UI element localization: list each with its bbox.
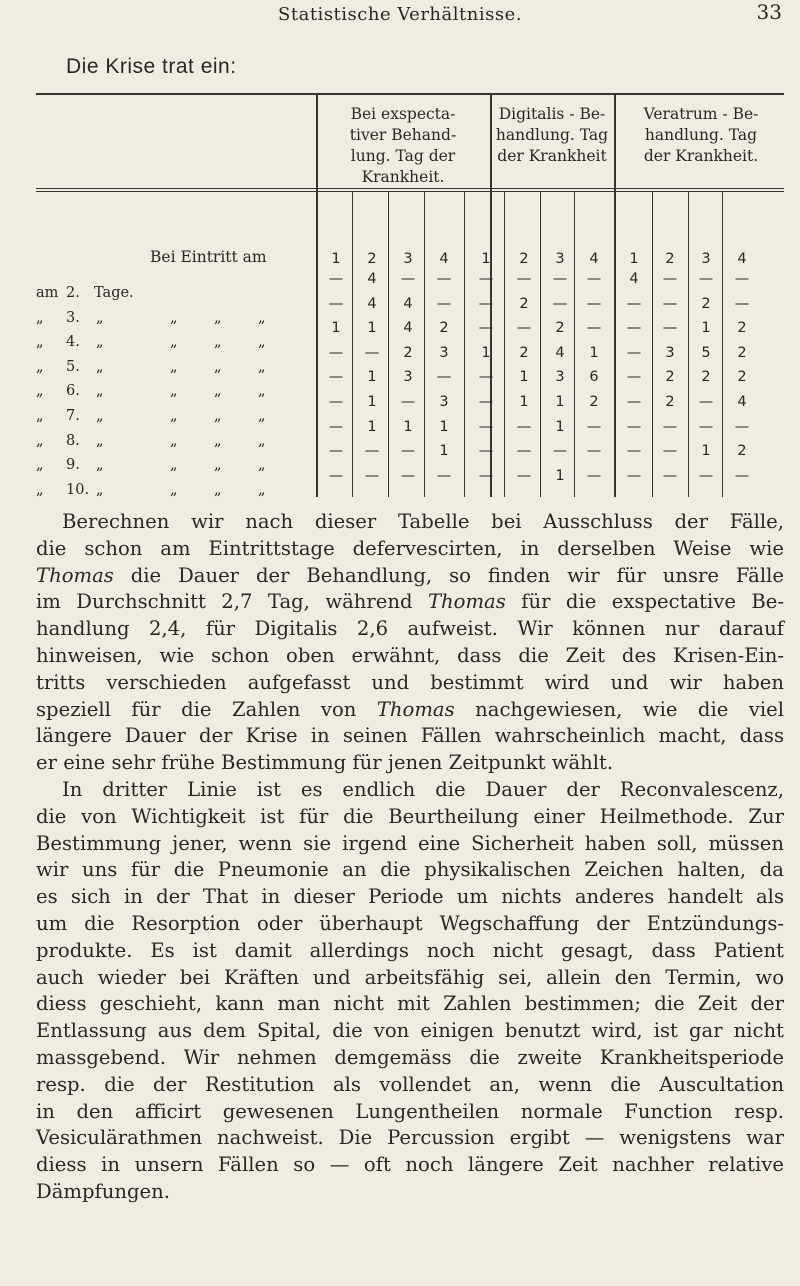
row-label-part: „ [170,408,178,424]
row-label-part: „ [214,457,222,474]
author-name: Thomas [36,563,114,587]
row-label-part: „ [96,383,104,400]
table-cell: — [586,443,602,460]
row-label-part: „ [96,358,104,375]
row-label [36,433,316,453]
table-cell: — [662,271,678,287]
row-label-part: „ [36,309,44,326]
text-run: tritts verschieden aufgefasst und bestimmt wird und wir haben [36,670,784,694]
text-line [36,697,784,724]
table-cell: — [328,467,344,484]
table-cell: 3 [439,344,449,361]
day-column-header: 1 [331,251,341,267]
table-cell: 1 [481,344,491,361]
table-cell: — [662,295,678,312]
text-line [36,643,784,670]
table-cell: — [626,369,642,386]
row-label-part: „ [170,309,178,326]
text-line [36,1045,784,1072]
table-cell: 4 [403,295,413,312]
table-cell: — [662,467,678,484]
row-label-part: „ [258,457,266,474]
group-header-line: Digitalis - Be- [498,105,606,123]
table-cell: — [626,418,642,435]
group-header-line: tiver Behand- [349,126,457,144]
row-label [36,310,316,330]
row-label [36,457,316,477]
text-line [36,831,784,858]
text-line [36,965,784,992]
day-column-header: 4 [737,251,747,267]
row-label [36,482,316,502]
row-label-part: „ [214,358,222,375]
row-label-part: 9. [66,457,80,474]
author-name: Thomas [376,697,455,721]
day-column-header: 4 [439,251,449,267]
row-label-part: „ [170,457,178,474]
running-title: Statistische Verhältnisse. [278,4,522,25]
text-line [36,857,784,884]
table-cell: — [364,443,380,460]
table-cell: — [478,369,494,386]
text-run: massgebend. Wir nehmen demgemäss die zweite Krankheitsperiode [36,1045,784,1069]
table-cell: — [734,271,750,287]
row-label-part: „ [96,432,104,449]
table-cell: 2 [737,443,747,460]
row-label-part: „ [170,383,178,400]
table-cell: 2 [737,344,747,361]
text-run: In dritter Linie ist es endlich die Dauer der Reconvalescenz, [62,778,784,801]
table-cell: 2 [519,295,529,312]
table-header-rule-2 [36,191,784,192]
text-run: Entlassung aus dem Spital, die von einigen benutzt wird, ist gar nicht [36,1019,784,1043]
row-label [36,285,316,305]
table-cell: — [478,418,494,435]
table-cell: — [734,418,750,435]
table-cell: — [478,320,494,337]
text-run: speziell für die Zahlen von [36,697,377,721]
text-run: auch wieder bei Kräften und arbeitsfähig sei, allein den Termin, wo [36,965,784,989]
intro-line: Die Krise trat ein: [66,55,237,78]
table-cell: — [400,467,416,484]
table-cell: 4 [555,344,565,361]
table-cell: — [400,271,416,287]
row-label-part: 8. [66,432,80,449]
day-column-header: 3 [555,251,565,267]
group-header-line: handlung. Tag [495,126,609,144]
row-label-part: „ [258,383,266,400]
text-run: längere Dauer der Krise in seinen Fällen wahrscheinlich macht, dass [36,724,784,748]
group-header-line: der Krankheit [497,147,607,165]
table-cell: — [436,369,452,386]
text-run: produkte. Es ist damit allerdings noch nicht gesagt, dass Patient [36,938,784,962]
group-header-line: handlung. Tag [644,126,758,144]
table-cell: 4 [367,271,377,287]
row-label-part: 7. [66,408,80,424]
text-line [36,938,784,965]
table-cell: — [516,320,532,337]
table-cell: — [626,443,642,460]
text-line [36,670,784,697]
group-header-digitalis [492,104,612,167]
table-cell: 1 [403,418,413,435]
table-cell: — [516,443,532,460]
table-cell: — [516,418,532,435]
day-column-header: 3 [701,251,711,267]
text-line [36,1179,784,1206]
table-cell: — [586,271,602,287]
day-column-header: 1 [481,251,491,267]
text-run: Berechnen wir nach dieser Tabelle bei Ausschluss der Fälle, [62,510,784,533]
table-cell: 1 [555,418,565,435]
row-label-part: 4. [66,334,80,351]
text-line [36,777,784,804]
table-cell: 2 [701,295,711,312]
row-label-part: „ [214,383,222,400]
table-cell: — [478,295,494,312]
table-cell: — [626,320,642,337]
table-cell: — [436,467,452,484]
table-cell: 4 [737,394,747,410]
table-cell: 2 [589,394,599,410]
paragraph-1 [36,509,784,777]
row-label-part: „ [170,481,178,498]
row-label-part: „ [258,432,266,449]
table-cell: — [552,295,568,312]
row-label-part: „ [258,408,266,424]
row-label-part: „ [258,309,266,326]
table-cell: 1 [519,369,529,386]
table-cell: 4 [367,295,377,312]
table-cell: 1 [701,320,711,337]
text-line [36,750,784,777]
text-run: um die Resorption oder überhaupt Wegschaffung der Entzündungs- [36,911,784,935]
table-cell: 4 [403,320,413,337]
row-label-part: „ [258,358,266,375]
table-cell: 3 [403,369,413,386]
row-label-part: 3. [66,309,80,326]
text-line [36,616,784,643]
row-label-part: „ [36,481,44,498]
table-cell: 2 [665,369,675,386]
table-cell: — [586,320,602,337]
text-run: wir uns für die Pneumonie an die physikalischen Zeichen halten, da [36,858,784,882]
text-run: handlung 2,4, für Digitalis 2,6 aufweist. Wir können nur darauf [36,617,784,641]
row-label-part: „ [36,383,44,400]
table-cell: — [734,295,750,312]
group-header-line: der Krankheit. [643,147,759,165]
table-cell: — [662,443,678,460]
table-cell: 1 [331,320,341,337]
stub-heading: Bei Eintritt am [150,248,267,266]
table-cell: — [626,295,642,312]
table-cell: 5 [701,344,711,361]
table-cell: — [698,394,714,410]
row-label-part: „ [170,432,178,449]
table-cell: 2 [439,320,449,337]
table-cell: 3 [439,394,449,410]
row-label [36,359,316,379]
table-cell: — [400,443,416,460]
table-cell: 3 [555,369,565,386]
table-cell: 1 [555,467,565,484]
table-cell: — [328,418,344,435]
table-cell: 3 [665,344,675,361]
text-run: für die exspectative Be- [505,590,784,614]
table-cell: 1 [701,443,711,460]
day-column-header: 2 [519,251,529,267]
group-header-line: Krankheit. [361,168,445,186]
author-name: Thomas [427,590,506,614]
table-cell: — [478,271,494,287]
row-label-part: „ [214,432,222,449]
row-label [36,334,316,354]
text-run: Vesiculärathmen nachweist. Die Percussion ergibt — wenigstens war [36,1126,784,1150]
table-cell: — [436,271,452,287]
row-label-part: „ [170,334,178,351]
table-top-rule [36,93,784,95]
table-cell: — [400,394,416,410]
text-line [36,884,784,911]
text-run: diess in unsern Fällen so — oft noch längere Zeit nachher relative [36,1153,784,1177]
row-label-part: „ [214,309,222,326]
table-cell: 1 [367,394,377,410]
table-cell: 6 [589,369,599,386]
table-cell: 2 [555,320,565,337]
row-label-part: am [36,285,59,301]
column-divider [464,192,465,497]
row-label-part: „ [258,481,266,498]
table-cell: 2 [737,369,747,386]
text-run: im Durchschnitt 2,7 Tag, während [36,590,428,614]
table-cell: — [586,467,602,484]
table-cell: 2 [701,369,711,386]
row-label-part: „ [36,408,44,424]
table-cell: 2 [665,394,675,410]
text-line [36,1018,784,1045]
table-cell: 1 [367,320,377,337]
table-cell: 1 [439,443,449,460]
text-line [36,991,784,1018]
table-cell: 2 [519,344,529,361]
table-cell: 2 [403,344,413,361]
table-cell: — [698,418,714,435]
row-label-part: „ [214,408,222,424]
table-cell: — [516,467,532,484]
table-cell: 4 [629,271,639,287]
page-number: 33 [756,0,782,24]
table-cell: — [552,443,568,460]
table-cell: — [662,320,678,337]
text-line [36,1125,784,1152]
table-cell: 1 [367,369,377,386]
table-cell: — [364,467,380,484]
group-header-line: lung. Tag der [350,147,456,165]
day-column-header: 3 [403,251,413,267]
row-label-part: „ [96,334,104,351]
row-label-part: „ [96,309,104,326]
table-cell: — [586,418,602,435]
table-header-rule [36,188,784,189]
row-label-part: 6. [66,383,80,400]
table-cell: — [328,344,344,361]
group-header-veratrum [616,104,786,167]
row-label-part: 10. [66,481,90,498]
day-column-header: 1 [629,251,639,267]
text-line [36,536,784,563]
group-header-line: Bei exspecta- [350,105,456,123]
table-cell: — [698,271,714,287]
row-label-part: „ [214,334,222,351]
table-cell: — [478,394,494,410]
text-run: er eine sehr frühe Bestimmung für jenen Zeitpunkt wählt. [36,751,614,775]
row-label-part: 5. [66,358,80,375]
table-cell: — [698,467,714,484]
text-line [36,1099,784,1126]
table-cell: — [328,369,344,386]
running-head [0,0,800,36]
text-run: in den afficirt gewesenen Lungentheilen normale Function resp. [36,1099,784,1123]
table-cell: 1 [555,394,565,410]
row-label-part: Tage. [94,285,134,301]
group-header-line: Veratrum - Be- [643,105,759,123]
table-cell: — [626,394,642,410]
row-label-part: „ [36,457,44,474]
row-label-part: „ [36,358,44,375]
day-column-header: 4 [589,251,599,267]
table-cell: — [364,344,380,361]
text-line [36,509,784,536]
text-run: diess geschieht, kann man nicht mit Zahlen bestimmen; die Zeit der [36,992,784,1016]
table-cell: — [516,271,532,287]
table-cell: — [586,295,602,312]
text-run: nachgewiesen, wie die viel [454,697,784,721]
table-cell: 1 [439,418,449,435]
row-label-part: „ [170,358,178,375]
table-cell: — [626,344,642,361]
table-cell: — [552,271,568,287]
row-label-part: „ [36,334,44,351]
table-cell: — [328,271,344,287]
row-label-part: 2. [66,285,80,301]
row-label-part: „ [36,432,44,449]
day-column-header: 2 [367,251,377,267]
text-run: Dämpfungen. [36,1179,170,1203]
text-run: die von Wichtigkeit ist für die Beurtheilung einer Heilmethode. Zur [36,804,784,828]
table-cell: 2 [737,320,747,337]
row-label-part: „ [214,481,222,498]
table-cell: — [626,467,642,484]
text-run: hinweisen, wie schon oben erwähnt, dass die Zeit des Krisen-Ein- [36,643,784,667]
table-cell: — [478,467,494,484]
text-run: die Dauer der Behandlung, so finden wir für unsre Fälle [113,563,784,587]
group-header-exspectative [318,104,488,188]
text-line [36,911,784,938]
text-run: es sich in der That in dieser Periode um nichts anderes handelt als [36,885,784,909]
row-label-part: „ [96,408,104,424]
row-label [36,408,316,428]
text-run: die schon am Eintrittstage defervescirten, in derselben Weise wie [36,536,784,560]
text-line [36,1072,784,1099]
row-label-part: „ [96,481,104,498]
text-line [36,563,784,590]
paragraph-2 [36,777,784,1206]
table-cell: — [328,394,344,410]
table-cell: — [328,443,344,460]
text-run: resp. die der Restitution als vollendet an, wenn die Auscultation [36,1072,784,1096]
text-line [36,589,784,616]
table-cell: — [478,443,494,460]
text-line [36,1152,784,1179]
table-cell: — [328,295,344,312]
table-cell: 1 [519,394,529,410]
column-divider [504,192,505,497]
table-cell: — [734,467,750,484]
row-label [36,383,316,403]
text-line [36,804,784,831]
text-run: Bestimmung jener, wenn sie irgend eine Sicherheit haben soll, müssen [36,831,784,855]
table-cell: 1 [367,418,377,435]
row-label-part: „ [96,457,104,474]
row-label-part: „ [258,334,266,351]
day-column-header: 2 [665,251,675,267]
table-cell: — [436,295,452,312]
text-line [36,723,784,750]
table-cell: — [662,418,678,435]
table-cell: 1 [589,344,599,361]
